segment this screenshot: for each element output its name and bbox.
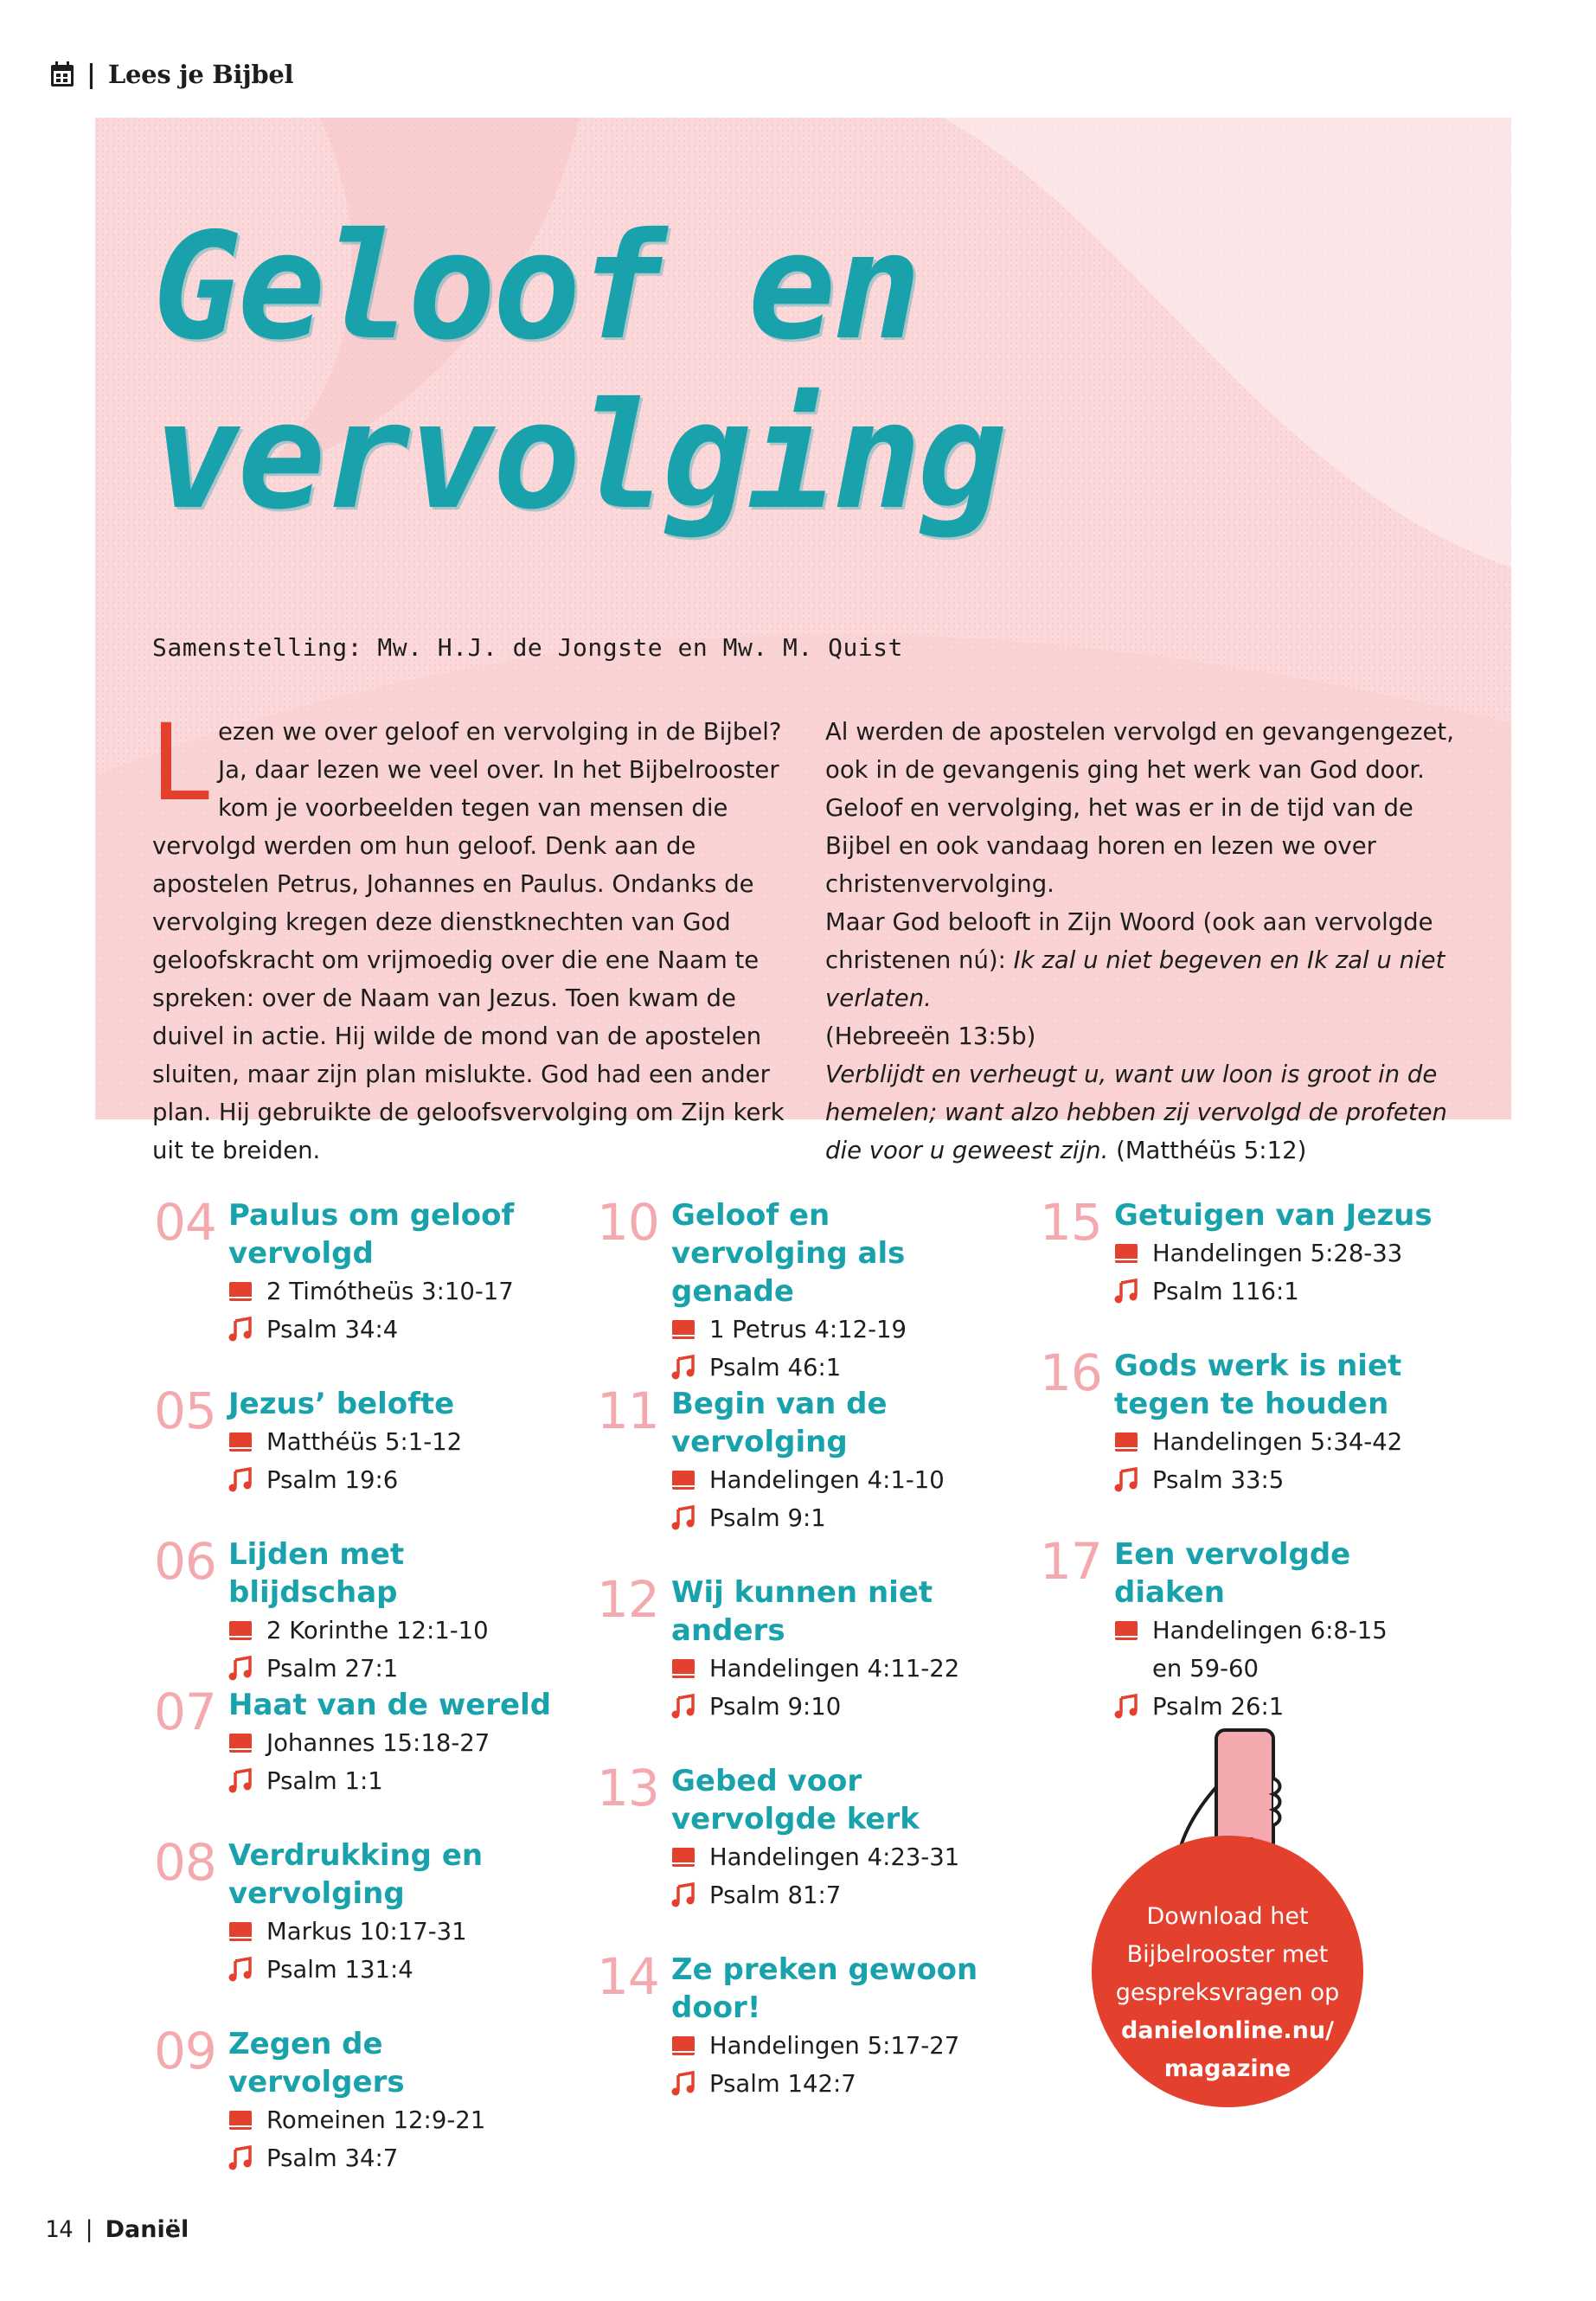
reading-ref: 2 Timótheüs 3:10-17 xyxy=(228,1272,561,1311)
music-note-icon xyxy=(228,2139,254,2177)
day-title: Getuigen van Jezus xyxy=(1114,1198,1433,1233)
reading-ref: Markus 10:17-31 xyxy=(228,1913,561,1951)
page-title: Geloof en vervolging xyxy=(152,202,1003,542)
hero-block xyxy=(95,118,1511,1164)
music-note-icon xyxy=(671,1876,697,1914)
psalm-ref: Psalm 34:7 xyxy=(228,2139,561,2177)
book-icon xyxy=(671,1461,697,1499)
schedule-item xyxy=(597,1193,1003,1387)
bible-reference: (Hebreeën 13:5b) xyxy=(825,1022,1036,1050)
book-icon xyxy=(1114,1612,1140,1650)
psalm-ref: Psalm 131:4 xyxy=(228,1951,561,1989)
schedule-item xyxy=(154,1532,561,1688)
schedule-item xyxy=(1040,1193,1446,1311)
promo-link[interactable]: magazine xyxy=(1163,2055,1292,2082)
music-note-icon xyxy=(671,1349,697,1387)
bible-quote: Ik zal u niet begeven en Ik zal u niet verlaten. xyxy=(825,946,1445,1012)
intro-paragraph: ezen we over geloof en vervolging in de Bijbel? Ja, daar lezen we veel over. In het Bijbelrooster kom je voorbeelden tegen van mensen die vervolgd werden om hun geloof. Denk aan de apostelen Petrus, Johannes en Paulus. Ondanks de vervolging kregen deze dienstknechten van God geloofskracht om vrijmoedig over die ene Naam te spreken: over de Naam van Jezus. Toen kwam de duivel in actie. Hij wilde de mond van de apostelen sluiten, maar zijn plan mislukte. God had een ander plan. Hij gebruikte de geloofsvervolging om Zijn kerk uit te breiden. xyxy=(152,718,785,1164)
day-title: Wij kunnen niet anders xyxy=(671,1575,933,1648)
day-title: Zegen de vervolgers xyxy=(228,2027,405,2099)
bible-quote: Verblijdt en verheugt u, want uw loon is groot in de hemelen; want alzo hebben zij vervolgd de profeten die voor u geweest zijn. xyxy=(825,1061,1447,1164)
day-title: Gebed voor vervolgde kerk xyxy=(671,1764,920,1836)
calendar-icon xyxy=(50,61,74,87)
reading-ref: 2 Korinthe 12:1-10 xyxy=(228,1612,561,1650)
schedule-item xyxy=(154,2022,561,2177)
psalm-ref: Psalm 116:1 xyxy=(1114,1272,1446,1311)
psalm-ref: Psalm 33:5 xyxy=(1114,1461,1446,1499)
psalm-ref: Psalm 27:1 xyxy=(228,1650,561,1688)
book-icon xyxy=(1114,1423,1140,1461)
psalm-ref: Psalm 46:1 xyxy=(671,1349,1003,1387)
schedule-item xyxy=(1040,1343,1446,1499)
day-title: Paulus om geloof vervolgd xyxy=(228,1198,515,1271)
schedule-item xyxy=(597,1570,1003,1726)
promo-line: Bijbelrooster met xyxy=(1126,1941,1329,1968)
day-number: 04 xyxy=(154,1193,216,1252)
book-icon xyxy=(671,2027,697,2065)
reading-ref: Handelingen 5:17-27 xyxy=(671,2027,1003,2065)
book-icon xyxy=(228,1913,254,1951)
book-icon xyxy=(228,1423,254,1461)
psalm-ref: Psalm 1:1 xyxy=(228,1762,561,1800)
music-note-icon xyxy=(228,1311,254,1349)
day-title: Geloof en vervolging als genade xyxy=(671,1198,906,1309)
schedule-item xyxy=(154,1682,561,1800)
day-number: 11 xyxy=(597,1381,659,1440)
day-number: 15 xyxy=(1040,1193,1102,1252)
day-number: 07 xyxy=(154,1682,216,1741)
app-download-badge[interactable] xyxy=(1092,1836,1363,2107)
book-icon xyxy=(228,1724,254,1762)
schedule-item xyxy=(154,1381,561,1499)
book-icon xyxy=(671,1650,697,1688)
schedule-item xyxy=(1040,1532,1446,1726)
day-number: 14 xyxy=(597,1947,659,2006)
music-note-icon xyxy=(1114,1461,1140,1499)
section-title: Lees je Bijbel xyxy=(107,60,294,89)
music-note-icon xyxy=(228,1762,254,1800)
reading-ref: Handelingen 6:8-15 xyxy=(1114,1612,1446,1650)
schedule-item xyxy=(597,1947,1003,2103)
reading-ref: Handelingen 5:34-42 xyxy=(1114,1423,1446,1461)
music-note-icon xyxy=(1114,1688,1140,1726)
page-number: 14 xyxy=(45,2216,74,2243)
intro-column-left xyxy=(151,702,810,1170)
psalm-ref: Psalm 142:7 xyxy=(671,2065,1003,2103)
reading-ref: Handelingen 4:11-22 xyxy=(671,1650,1003,1688)
day-number: 12 xyxy=(597,1570,659,1629)
day-title: Verdrukking en vervolging xyxy=(228,1838,484,1911)
book-icon xyxy=(671,1311,697,1349)
bible-reference: (Matthéüs 5:12) xyxy=(1116,1137,1307,1164)
day-number: 10 xyxy=(597,1193,659,1252)
day-title: Een vervolgde diaken xyxy=(1114,1537,1351,1610)
reading-ref: Matthéüs 5:1-12 xyxy=(228,1423,561,1461)
page-footer xyxy=(45,2216,189,2243)
psalm-ref: Psalm 9:10 xyxy=(671,1688,1003,1726)
reading-ref: 1 Petrus 4:12-19 xyxy=(671,1311,1003,1349)
section-header xyxy=(50,57,293,92)
day-title: Begin van de vervolging xyxy=(671,1387,888,1459)
psalm-ref: Psalm 19:6 xyxy=(228,1461,561,1499)
book-icon xyxy=(228,2101,254,2139)
reading-ref: Handelingen 4:1-10 xyxy=(671,1461,1003,1499)
schedule-item xyxy=(154,1193,561,1349)
promo-line: Download het xyxy=(1146,1903,1309,1930)
day-title: Jezus’ belofte xyxy=(228,1387,455,1421)
promo-link[interactable]: danielonline.nu/ xyxy=(1121,2017,1334,2044)
day-number: 17 xyxy=(1040,1532,1102,1591)
promise-lead: Maar God belooft in Zijn Woord (ook aan vervolgde christenen nú): xyxy=(825,908,1433,974)
day-number: 06 xyxy=(154,1532,216,1591)
magazine-name: Daniël xyxy=(105,2216,189,2243)
day-number: 08 xyxy=(154,1833,216,1892)
music-note-icon xyxy=(228,1461,254,1499)
music-note-icon xyxy=(671,1499,697,1537)
day-number: 13 xyxy=(597,1759,659,1817)
day-title: Lijden met blijdschap xyxy=(228,1537,405,1610)
schedule-item xyxy=(597,1759,1003,1914)
music-note-icon xyxy=(228,1650,254,1688)
drop-cap: L xyxy=(151,702,209,824)
psalm-ref: Psalm 26:1 xyxy=(1114,1688,1446,1726)
reading-ref: Handelingen 5:28-33 xyxy=(1114,1234,1446,1272)
day-title: Gods werk is niet tegen te houden xyxy=(1114,1349,1402,1421)
schedule-item xyxy=(597,1381,1003,1537)
day-title: Ze preken gewoon door! xyxy=(671,1952,978,2025)
intro-paragraph-4 xyxy=(825,1055,1457,1170)
day-number: 09 xyxy=(154,2022,216,2080)
footer-separator: | xyxy=(85,2216,93,2243)
psalm-ref: Psalm 9:1 xyxy=(671,1499,1003,1537)
day-title: Haat van de wereld xyxy=(228,1688,552,1722)
intro-column-right xyxy=(825,713,1457,1170)
book-icon xyxy=(228,1272,254,1311)
schedule-item xyxy=(154,1833,561,1989)
music-note-icon xyxy=(228,1951,254,1989)
psalm-ref: Psalm 34:4 xyxy=(228,1311,561,1349)
book-icon xyxy=(671,1838,697,1876)
reading-ref: Johannes 15:18-27 xyxy=(228,1724,561,1762)
reading-ref: Romeinen 12:9-21 xyxy=(228,2101,561,2139)
reading-ref: Handelingen 4:23-31 xyxy=(671,1838,1003,1876)
book-icon xyxy=(228,1612,254,1650)
music-note-icon xyxy=(1114,1272,1140,1311)
book-icon xyxy=(1114,1234,1140,1272)
day-number: 16 xyxy=(1040,1343,1102,1402)
promo-line: gespreksvragen op xyxy=(1115,1979,1340,2006)
intro-paragraph-2: Al werden de apostelen vervolgd en gevangengezet, ook in de gevangenis ging het werk van God door. Geloof en vervolging, het was er in de tijd van de Bijbel en ook vandaag horen en lezen we over christenvervolging. xyxy=(825,718,1454,898)
psalm-ref: Psalm 81:7 xyxy=(671,1876,1003,1914)
author-credit: Samenstelling: Mw. H.J. de Jongste en Mw. M. Quist xyxy=(152,633,903,662)
music-note-icon xyxy=(671,2065,697,2103)
reading-ref-continued: en 59-60 xyxy=(1152,1655,1259,1682)
intro-paragraph-3 xyxy=(825,903,1457,1055)
music-note-icon xyxy=(671,1688,697,1726)
header-separator: | xyxy=(87,59,96,90)
day-number: 05 xyxy=(154,1381,216,1440)
